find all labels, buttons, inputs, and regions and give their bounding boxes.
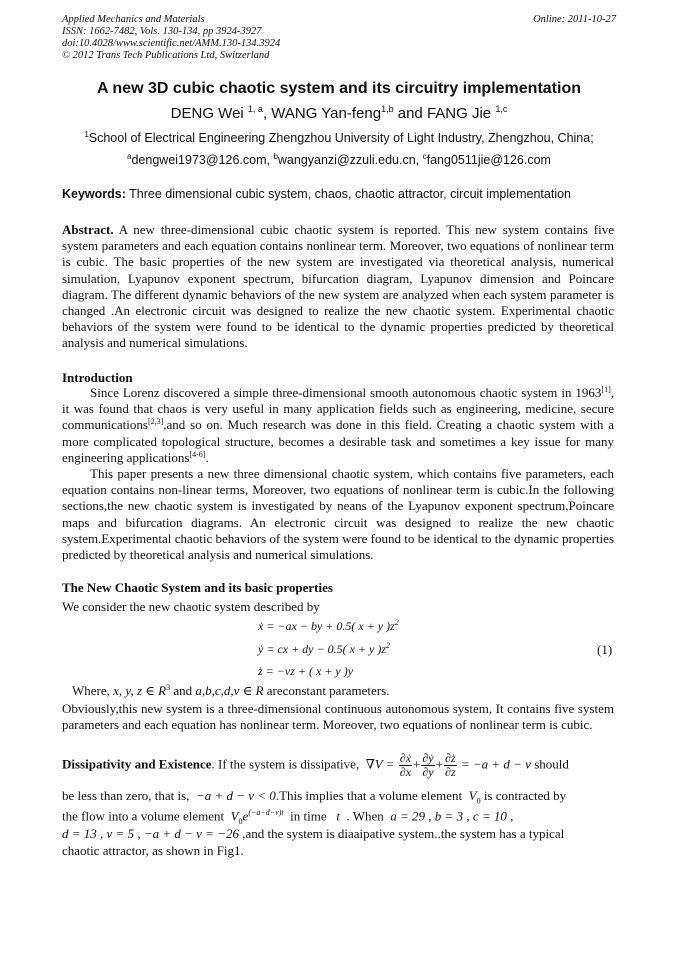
parameter-values: d = 13 , v = 5 , −a + d − v = −26 (62, 826, 239, 841)
email-mark: c (422, 152, 427, 161)
author-name: FANG Jie (426, 105, 492, 122)
where-label: Where, (72, 683, 110, 698)
partial-fraction-y (421, 752, 434, 779)
affiliation (62, 130, 616, 145)
plus-sign: + (413, 756, 421, 772)
equation-z-dot (258, 664, 353, 679)
obviously-paragraph: Obviously,this new system is a three-dimensional continuous autonomous system, It contains five system parameters and each equation has nonlinear term. Moreover, two equations of nonlinear term is cubic. (62, 701, 614, 733)
affiliation-text: School of Electrical Engineering Zhengzhou University of Light Industry, Zhengzhou, China; (88, 131, 594, 145)
exponential-base: e (242, 808, 249, 824)
citation: [4-6] (189, 449, 206, 459)
intro-text: ,and so on. Much research was done in this field. Creating a chaotic system with a more complicated topological structure, becomes a desirable task and sometimes a key issue for many engineering applications (62, 417, 614, 465)
exponent: 2 (394, 618, 399, 627)
exponent: (−a−d−v)t (248, 808, 284, 817)
affiliation-mark: 1 (84, 130, 89, 139)
equation-text: ẋ = −ax − by + 0.5( x + y )z (258, 619, 395, 633)
divergence-symbol: ∇V = (365, 756, 395, 772)
author-affiliation-mark: 1,b (381, 104, 394, 114)
where-parameters: a,b,c,d,v ∈ R (195, 683, 264, 698)
abstract (62, 222, 614, 352)
system-intro-text: We consider the new chaotic system described by (62, 599, 320, 614)
equation-y-dot (258, 641, 390, 657)
journal-name: Applied Mechanics and Materials (62, 14, 205, 25)
where-and: and (170, 683, 196, 698)
fraction-denominator: ∂y (422, 765, 434, 779)
dissipativity-text: in time (290, 808, 327, 824)
partial-fraction-z (444, 752, 457, 779)
equation-text: ż = −vz + ( x + y )y (258, 664, 354, 678)
intro-text: . (205, 449, 209, 465)
where-line (72, 683, 389, 699)
section-heading-new-system: The New Chaotic System and its basic properties (62, 580, 333, 595)
inequality: −a + d − v < 0 (195, 788, 276, 803)
citation: [1] (601, 385, 611, 394)
equation-text: ẏ = cx + dy − 0.5( x + y )z (258, 642, 387, 656)
intro-text: , it was found that chaos is very useful in many application fields such as engineering, medicine, secure communications (62, 385, 614, 433)
dissipativity-line-5: chaotic attractor, as shown in Fig1. (62, 843, 244, 858)
dissipativity-text: . When (346, 808, 384, 824)
running-header (62, 14, 616, 62)
dissipativity-text: is contracted by (480, 788, 567, 803)
dissipativity-text: ,and the system is diaaipative system..the system has a typical (242, 826, 565, 841)
intro-paragraph-1 (62, 385, 614, 466)
dissipativity-label: Dissipativity and Existence (62, 756, 212, 772)
section-heading-introduction: Introduction (62, 370, 133, 385)
where-text: areconstant parameters. (263, 683, 390, 698)
email-address: dengwei1973@126.com, (131, 153, 274, 167)
fraction-numerator: ∂ẏ (422, 751, 434, 765)
dissipativity-text: .This implies that a volume element (275, 788, 463, 803)
exponent: 2 (386, 641, 391, 650)
paper-title: A new 3D cubic chaotic system and its circuitry implementation (97, 80, 581, 97)
subscript: 0 (238, 816, 243, 826)
fraction-numerator: ∂ẋ (399, 751, 412, 765)
dissipativity-text: the flow into a volume element (62, 808, 225, 824)
email-address: wangyanzi@zzuli.edu.cn, (277, 153, 423, 167)
email-line (62, 152, 616, 167)
copyright-line: © 2012 Trans Tech Publications Ltd, Switzerland (62, 50, 270, 61)
email-mark: b (273, 152, 278, 161)
email-address: fang0511jie@126.com (426, 153, 551, 167)
dissipativity-text: be less than zero, that is, (62, 788, 190, 803)
author-line (62, 104, 616, 122)
volume-symbol: V (230, 808, 239, 824)
partial-fraction-x (399, 752, 412, 779)
author-name: DENG Wei (170, 105, 244, 122)
issn-line: ISSN: 1662-7482, Vols. 130-134, pp 3924-3927 (62, 26, 262, 37)
online-date: Online: 2011-10-27 (533, 14, 616, 25)
fraction-denominator: ∂x (399, 765, 412, 779)
where-variables: x, y, z ∈ R (109, 683, 167, 698)
volume-symbol: V (468, 788, 477, 803)
dissipativity-line-4 (62, 826, 614, 842)
fraction-denominator: ∂z (444, 765, 456, 779)
author-name: WANG Yan-feng (271, 105, 382, 122)
equation-number: (1) (597, 642, 613, 657)
dissipativity-line-3 (62, 808, 614, 826)
dissipativity-text: should (534, 756, 569, 772)
equation-x-dot (258, 618, 399, 634)
author-affiliation-mark: 1, a (247, 104, 263, 114)
dissipativity-line-2 (62, 788, 614, 806)
dissipativity-line-1 (62, 752, 614, 779)
keywords-label: Keywords: (62, 187, 126, 201)
abstract-label: Abstract. (62, 222, 114, 237)
citation: [2,3] (147, 417, 164, 427)
exponent: 3 (166, 683, 171, 692)
dissipativity-text: . If the system is dissipative, (211, 756, 360, 772)
author-affiliation-mark: 1,c (495, 104, 508, 114)
fraction-numerator: ∂ż (444, 751, 456, 765)
keywords-text: Three dimensional cubic system, chaos, chaotic attractor, circuit implementation (125, 187, 572, 201)
parameter-values: a = 29 , b = 3 , c = 10 , (390, 808, 514, 824)
author-separator: , (262, 105, 272, 122)
subscript: 0 (476, 796, 481, 806)
intro-text: Since Lorenz discovered a simple three-dimensional smooth autonomous chaotic system in 1963 (90, 385, 602, 400)
time-symbol: t (336, 808, 340, 824)
plus-sign: + (435, 756, 443, 772)
keywords (62, 187, 622, 201)
intro-paragraph-2: This paper presents a new three dimensional chaotic system, which contains five parameters, each equation contains non-linear terms, Moreover, two equations of nonlinear term is cubic.In the following sections,the new chaotic system is investigated by neans of the Lyapunov exponent spectrum,Poincare maps and bifurcation diagrams. An electronic circuit was designed to realize the new chaotic system.Experimental chaotic behaviors of the system were found to be identical to the dynamic properties predicted by theoretical analysis and numerical simulations. (62, 466, 614, 563)
author-separator: and (393, 105, 427, 122)
email-mark: a (127, 152, 132, 161)
abstract-text: A new three-dimensional cubic chaotic system is reported. This new system contains five system parameters and each equation contains nonlinear term. Moreover, two equations of nonlinear term is cubic. The basic properties of the new system are investigated via theoretical analysis, numerical simulation, Lyapunov exponent spectrum, bifurcation diagram, Lyapunov dimension and Poincare diagram. The different dynamic behaviors of the new system are analyzed when each system parameter is changed .An electronic circuit was designed to realize the new chaotic system. Experimental chaotic behaviors of the system were found to be identical to the dynamic properties predicted by theoretical analysis and numerical simulations. (62, 222, 614, 351)
doi-line: doi:10.4028/www.scientific.net/AMM.130-134.3924 (62, 38, 281, 49)
divergence-result: = −a + d − v (460, 756, 531, 772)
